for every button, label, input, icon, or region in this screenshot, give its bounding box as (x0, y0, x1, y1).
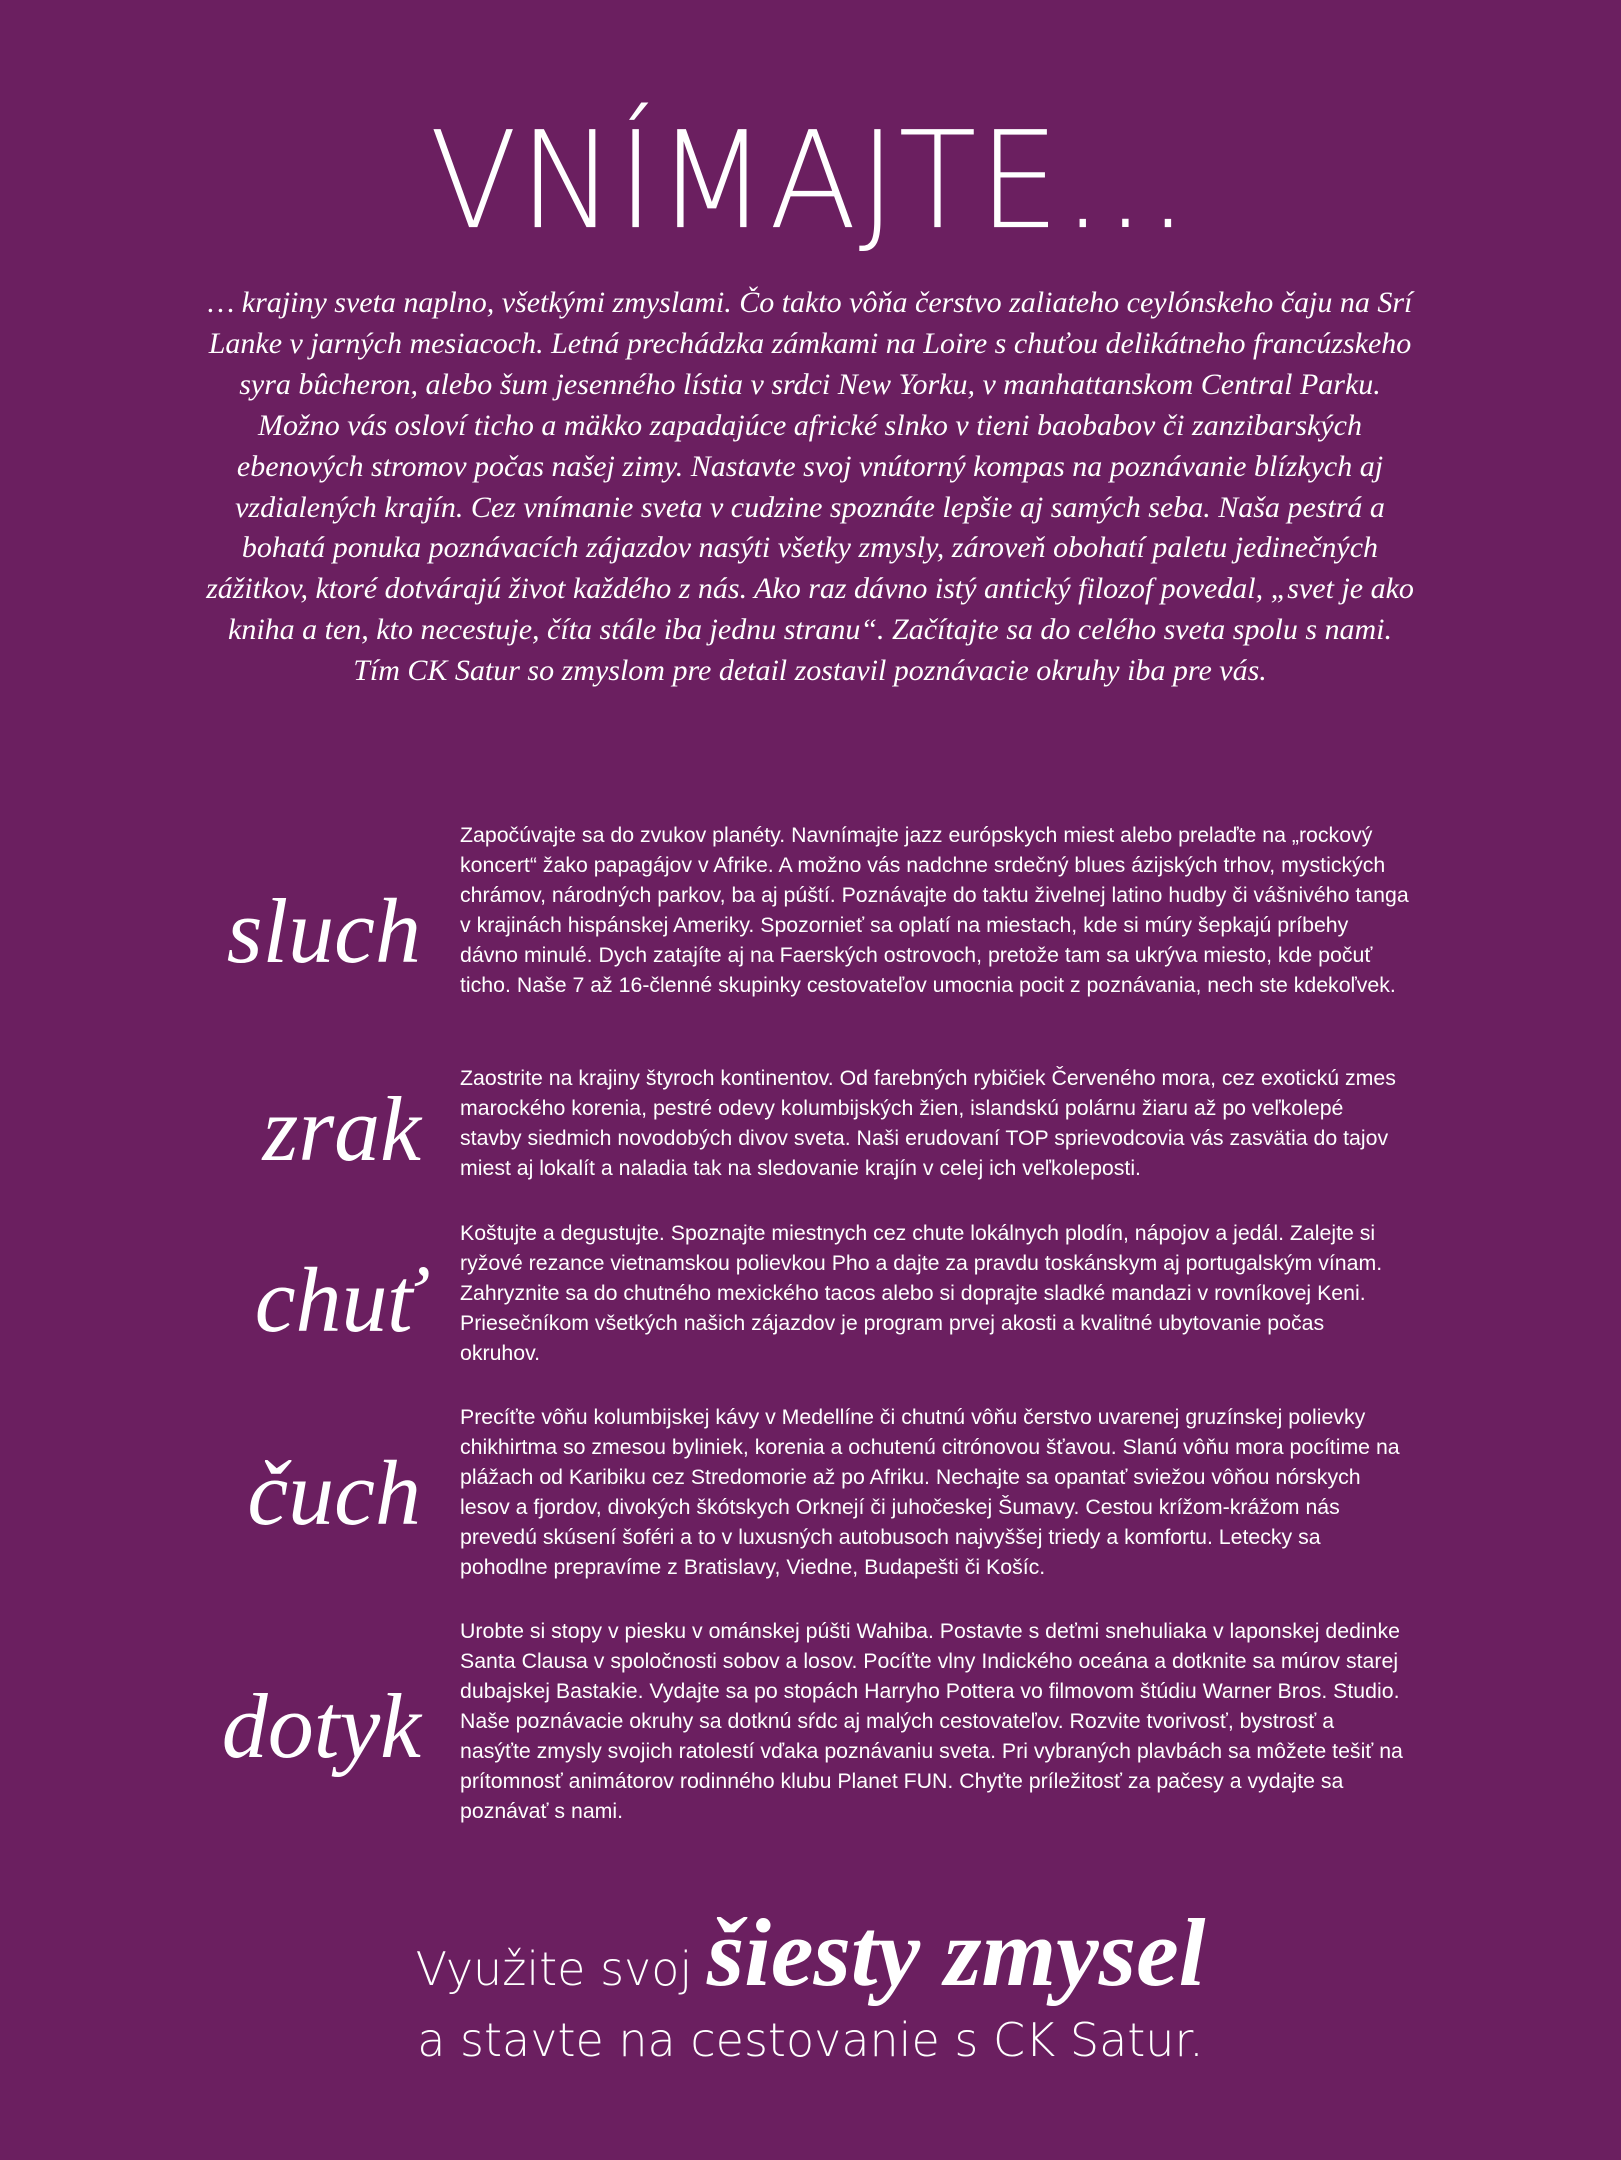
sense-heading: sluch (226, 880, 421, 982)
sense-description: Zaostrite na krajiny štyroch kontinentov. Od farebných rybičiek Červeného mora, cez exotickú zmes marockého korenia, pestré odevy kolumbijských žien, islandskú polárnu žiaru až po veľkolepé stavby siedmich novodobých divov sveta. Naši erudovaní TOP sprievodcovia vás zasvätia do tajov miest aj lokalít a naladia tak na sledovanie krajín v celej ich veľkoleposti. (460, 1066, 1396, 1180)
sense-description: Precíťte vôňu kolumbijskej kávy v Medellíne či chutnú vôňu čerstvo uvarenej gruzínskej polievky chikhirtma so zmesou byliniek, korenia a ochutenú citrónovou šťavou. Slanú vôňu mora pocítime na plážach od Karibiku cez Stredomorie až po Afriku. Nechajte sa opantať sviežou vôňou nórskych lesov a fjordov, divokých škótskych Orknejí či juhočeskej Šumavy. Cestou krížom-krážom nás prevedú skúsení šoféri a to v luxusných autobusoch najvyššej triedy a komfortu. Letecky sa pohodlne prepravíme z Bratislavy, Viedne, Budapešti či Košíc. (460, 1405, 1400, 1579)
sense-description: Koštujte a degustujte. Spoznajte miestnych cez chute lokálnych plodín, nápojov a jedál. Zalejte si ryžové rezance vietnamskou polievkou Pho a dajte za pravdu toskánskym aj portugalským vínam. Zahryznite sa do chutného mexického tacos alebo si doprajte sladké mandazi v rovníkovej Keni. Priesečníkom všetkých našich zájazdov je program prvej akosti a kvalitné ubytovanie počas okruhov. (460, 1221, 1383, 1365)
closing-prefix: Využite svoj (415, 1942, 693, 1996)
sense-heading: zrak (262, 1078, 421, 1180)
closing-accent: šiesty zmysel (706, 1899, 1206, 2006)
sense-description: Urobte si stopy v piesku v ománskej púšti Wahiba. Postavte s deťmi snehuliaka v laponskej dedinke Santa Clausa v spoločnosti sobov a losov. Pocíťte vlny Indického oceána a dotknite sa múrov starej dubajskej Bastakie. Vydajte sa po stopách Harryho Pottera vo filmovom štúdiu Warner Bros. Studio. Naše poznávacie okruhy sa dotknú sŕdc aj malých cestovateľov. Rozvite tvorivosť, bystrosť a nasýťte zmysly svojich ratolestí vďaka poznávaniu sveta. Pri vybraných plavbách sa môžete tešiť na prítomnosť animátorov rodinného klubu Planet FUN. Chyťte príležitosť za pačesy a vydajte sa poznávať s nami. (460, 1619, 1403, 1823)
sense-heading: chuť (254, 1249, 421, 1351)
closing-line-2: a stavte na cestovanie s CK Satur. (417, 2013, 1204, 2067)
closing-line-1 (0, 1899, 1621, 2006)
intro-paragraph: … krajiny sveta naplno, všetkými zmyslami. Čo takto vôňa čerstvo zaliateho ceylónskeho čaju na Srí Lanke v jarných mesiacoch. Letná prechádzka zámkami na Loire s chuťou delikátneho francúzskeho syra bûcheron, alebo šum jesenného lístia v srdci New Yorku, v manhattanskom Central Parku. Možno vás osloví ticho a mäkko zapadajúce africké slnko v tieni baobabov či zanzibarských ebenových stromov počas našej zimy. Nastavte svoj vnútorný kompas na poznávanie blízkych aj vzdialených krajín. Cez vnímanie sveta v cudzine spoznáte lepšie aj samých seba. Naša pestrá a bohatá ponuka poznávacích zájazdov nasýti všetky zmysly, zároveň obohatí paletu jedinečných zážitkov, ktoré dotvárajú život každého z nás. Ako raz dávno istý antický filozof povedal, „svet je ako kniha a ten, kto necestuje, číta stále iba jednu stranu“. Začítajte sa do celého sveta spolu s nami. Tím CK Satur so zmyslom pre detail zostavil poznávacie okruhy iba pre vás. (206, 286, 1414, 688)
sense-description: Započúvajte sa do zvukov planéty. Navnímajte jazz európskych miest alebo prelaďte na „rockový koncert“ žako papagájov v Afrike. A možno vás nadchne srdečný blues ázijských trhov, mystických chrámov, národných parkov, ba aj púští. Poznávajte do taktu živelnej latino hudby či vášnivého tanga v krajinách hispánskej Ameriky. Spozornieť sa oplatí na miestach, kde si múry šepkajú príbehy dávno minulé. Dych zatajíte aj na Faerských ostrovoch, pretože tam sa ukrýva miesto, kde počuť ticho. Naše 7 až 16-členné skupinky cestovateľov umocnia pocit z poznávania, nech ste kdekoľvek. (460, 823, 1409, 997)
page-title: VNÍMAJTE… (429, 103, 1192, 260)
sense-heading: dotyk (221, 1675, 421, 1777)
closing-slogan (0, 1899, 1621, 2067)
sense-heading: čuch (247, 1442, 421, 1544)
